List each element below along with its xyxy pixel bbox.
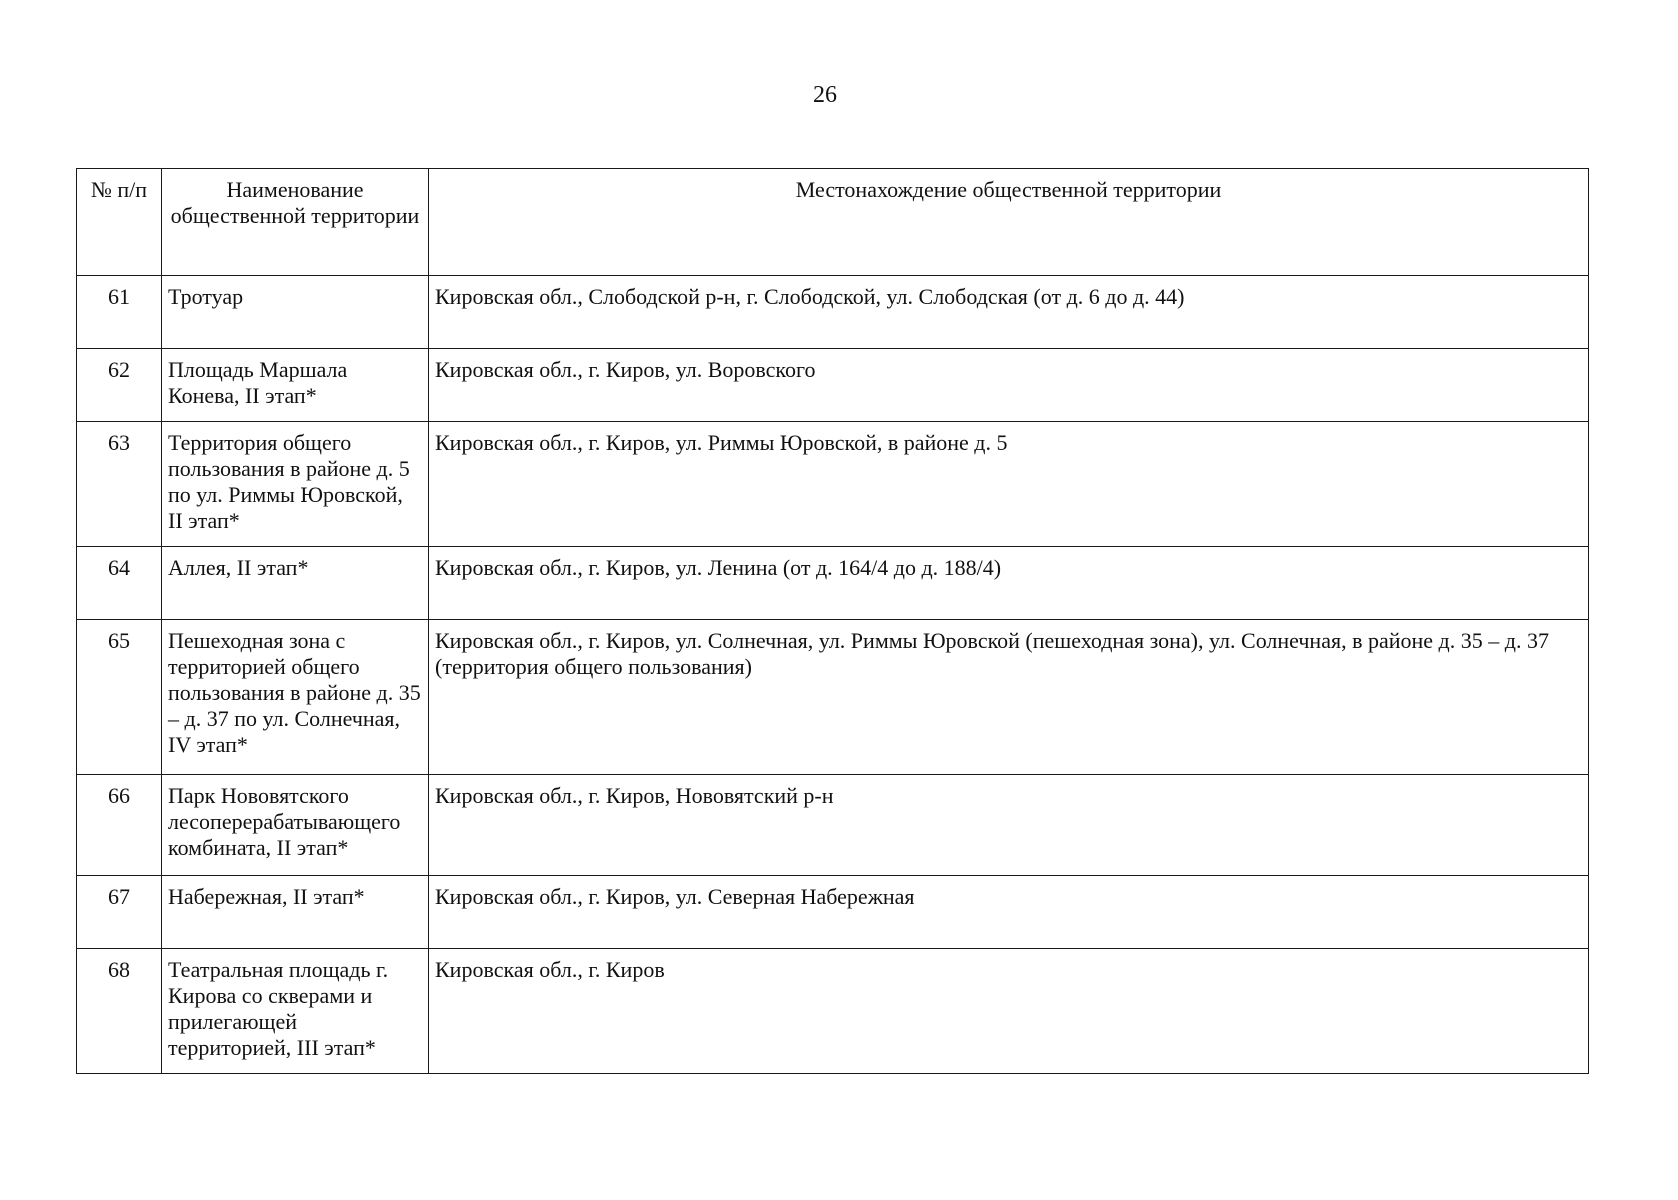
row-number: 68 — [77, 949, 162, 1074]
territory-name: Территория общего пользования в районе д. 5 по ул. Риммы Юровской, II этап* — [162, 422, 429, 547]
table-row — [77, 349, 1589, 422]
table-header-row — [77, 169, 1589, 276]
header-territory-name: Наименование общественной территории — [162, 169, 429, 276]
territory-location: Кировская обл., г. Киров — [429, 949, 1589, 1074]
row-number: 67 — [77, 876, 162, 949]
territory-name: Площадь Маршала Конева, II этап* — [162, 349, 429, 422]
table-row — [77, 876, 1589, 949]
territory-name: Аллея, II этап* — [162, 547, 429, 620]
header-number: № п/п — [77, 169, 162, 276]
page-number: 26 — [813, 82, 837, 108]
table-row — [77, 547, 1589, 620]
row-number: 62 — [77, 349, 162, 422]
territory-location: Кировская обл., Слободской р-н, г. Слободской, ул. Слободская (от д. 6 до д. 44) — [429, 276, 1589, 349]
territory-location: Кировская обл., г. Киров, ул. Воровского — [429, 349, 1589, 422]
table-row — [77, 422, 1589, 547]
territory-location: Кировская обл., г. Киров, ул. Солнечная, ул. Риммы Юровской (пешеходная зона), ул. Солнечная, в районе д. 35 – д. 37 (территория общего пользования) — [429, 620, 1589, 775]
row-number: 61 — [77, 276, 162, 349]
territory-name: Парк Нововятского лесоперерабатывающего комбината, II этап* — [162, 775, 429, 876]
territory-name: Пешеходная зона с территорией общего пользования в районе д. 35 – д. 37 по ул. Солнечная, IV этап* — [162, 620, 429, 775]
table-row — [77, 620, 1589, 775]
territory-location: Кировская обл., г. Киров, ул. Риммы Юровской, в районе д. 5 — [429, 422, 1589, 547]
table-row — [77, 276, 1589, 349]
territory-location: Кировская обл., г. Киров, ул. Северная Набережная — [429, 876, 1589, 949]
row-number: 65 — [77, 620, 162, 775]
territory-name: Набережная, II этап* — [162, 876, 429, 949]
row-number: 66 — [77, 775, 162, 876]
territory-location: Кировская обл., г. Киров, ул. Ленина (от д. 164/4 до д. 188/4) — [429, 547, 1589, 620]
table-row — [77, 775, 1589, 876]
header-territory-location: Местонахождение общественной территории — [429, 169, 1589, 276]
territory-name: Тротуар — [162, 276, 429, 349]
row-number: 63 — [77, 422, 162, 547]
table-row — [77, 949, 1589, 1074]
public-territories-table — [76, 168, 1589, 1074]
territory-location: Кировская обл., г. Киров, Нововятский р-н — [429, 775, 1589, 876]
territory-name: Театральная площадь г. Кирова со скверами и прилегающей территорией, III этап* — [162, 949, 429, 1074]
row-number: 64 — [77, 547, 162, 620]
